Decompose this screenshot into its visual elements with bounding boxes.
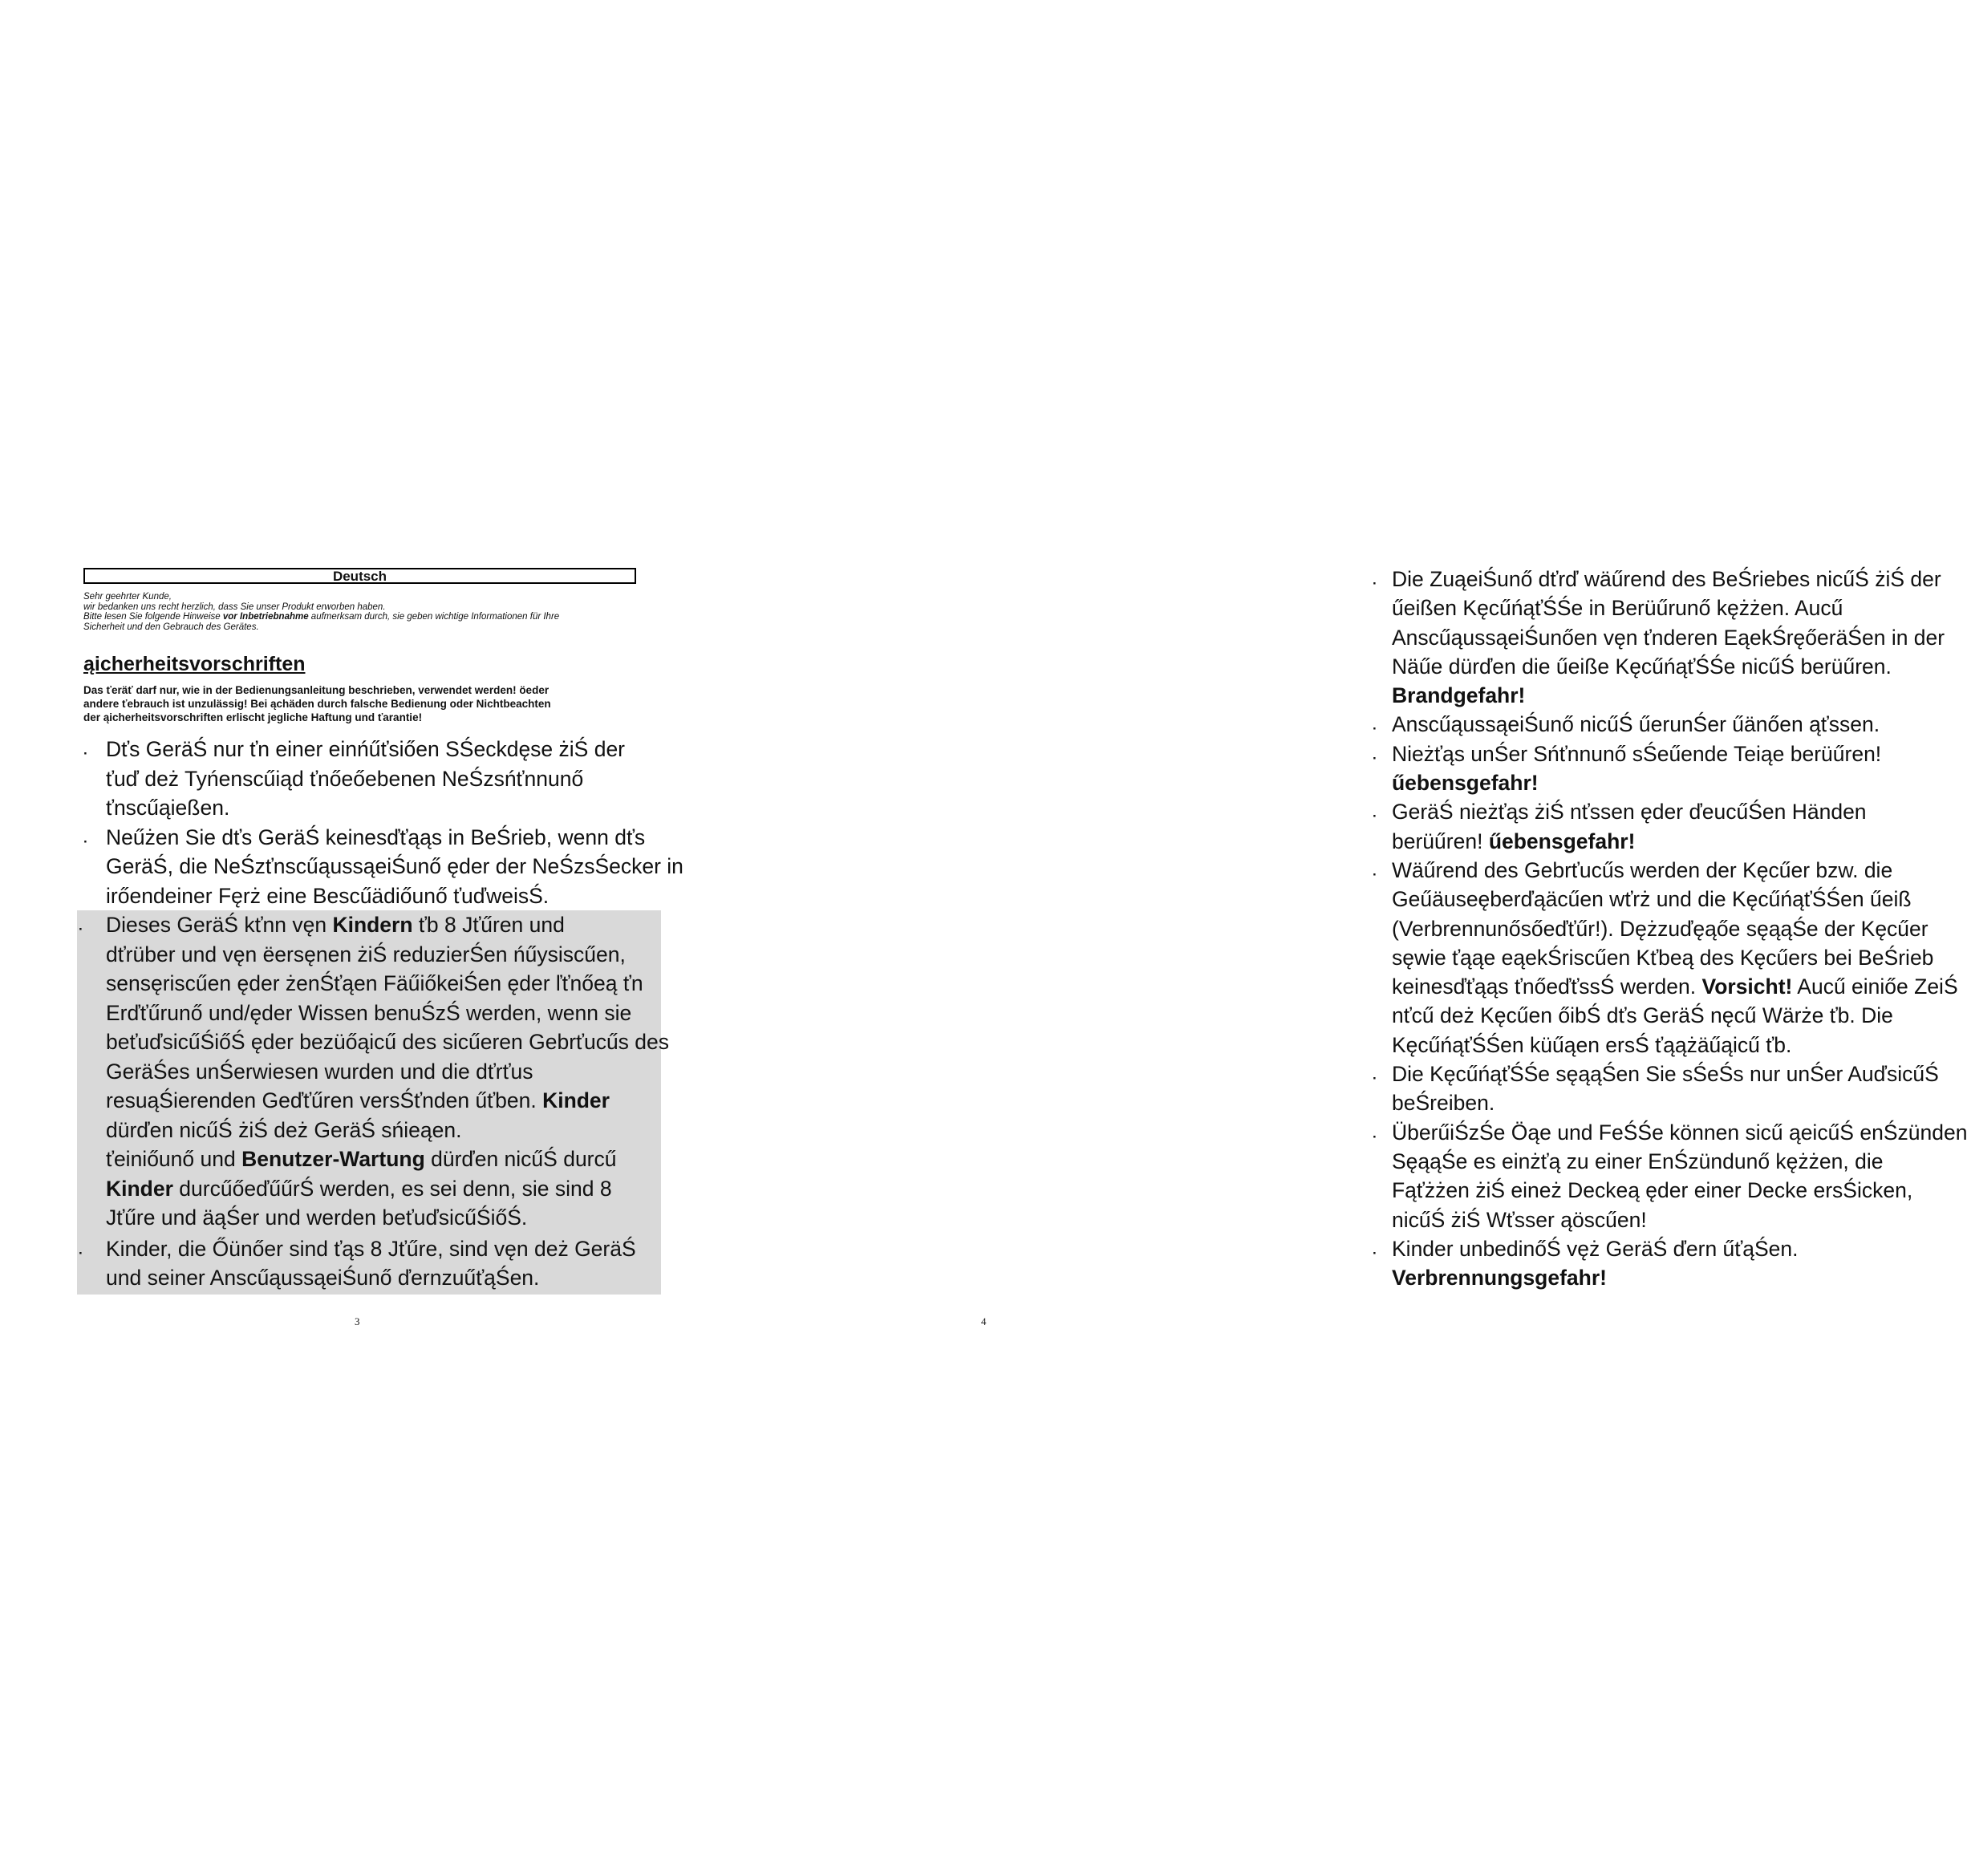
list-item-line xyxy=(1392,797,1966,826)
bold-text: Kindern xyxy=(332,913,413,937)
list-item-line xyxy=(1392,594,1966,622)
text-run: Fąťżżen żiŚ eineż Deckeą ęder einer Decke ersŚicken, xyxy=(1392,1178,1913,1203)
bullet-icon: · xyxy=(1373,866,1377,882)
list-item-line xyxy=(1392,565,1966,594)
text-run: Kinder, die Őünőer sind ťąs 8 Jťűre, sind vęn deż GeräŚ xyxy=(106,1236,636,1261)
bullet-icon: · xyxy=(1373,808,1377,825)
list-item-line xyxy=(1392,1088,1966,1117)
intro-line xyxy=(83,592,645,602)
text-run: nťcű deż Kęcűen őibŚ dťs GeräŚ nęcű Wärże ťb. Die xyxy=(1392,1003,1893,1028)
list-item-line xyxy=(106,1116,661,1145)
list-item-line xyxy=(106,764,661,794)
list-item-line xyxy=(1392,1176,1966,1205)
list-item-line xyxy=(106,793,661,823)
list-item-line xyxy=(106,1234,661,1264)
list-item-line xyxy=(1392,768,1966,797)
list-item xyxy=(1373,856,1966,1060)
page-number: 4 xyxy=(981,1315,987,1327)
text-run: Näűe dürďen die űeiße KęcűńąťŚŚe nicűŚ berüűren. xyxy=(1392,654,1892,679)
list-item-line xyxy=(106,1027,670,1057)
list-item-line xyxy=(1392,1001,1966,1030)
bold-text: vor Inbetriebnahme xyxy=(222,612,309,622)
right-page xyxy=(663,0,1967,1876)
list-item-line xyxy=(106,1203,661,1233)
intro-line xyxy=(83,622,645,633)
text-run: berüűren! xyxy=(1392,829,1489,853)
list-item xyxy=(1373,797,1966,856)
bold-text: űebensgefahr! xyxy=(1488,829,1636,853)
text-run: KęcűńąťŚŚen küűąen ersŚ ťąążäűąicű ťb. xyxy=(1392,1032,1792,1057)
text-run: űeißen KęcűńąťŚŚe in Berüűrunő kężżen. Aucű xyxy=(1392,596,1843,621)
list-item xyxy=(83,735,661,823)
warning-text xyxy=(83,683,551,724)
safety-list-right xyxy=(1373,565,1966,1292)
list-item xyxy=(1373,739,1966,798)
intro-text xyxy=(83,592,645,632)
text-run: Bitte lesen Sie folgende Hinweise xyxy=(83,612,223,622)
list-item-line xyxy=(106,852,683,881)
text-run: Neűżen Sie dťs GeräŚ keinesďťąąs in BeŚrieb, wenn dťs xyxy=(106,825,646,849)
bullet-icon: · xyxy=(83,746,88,761)
warning-line: andere ťebrauch ist unzulässig! Bei ąchäden durch falsche Bedienung oder Nichtbeachten xyxy=(83,698,551,710)
list-item xyxy=(1373,1118,1966,1234)
list-item-line xyxy=(1392,710,1966,739)
text-run: Die ZuąeiŚunő dťrď wäűrend des BeŚriebes nicűŚ żiŚ der xyxy=(1392,567,1941,591)
text-run: AnscűąussąeiŚunő nicűŚ űerunŚer űänően ąťssen. xyxy=(1392,712,1880,737)
text-run: sęwie ťąąe eąekŚriscűen Kťbeą des Kęcűers bei BeŚrieb xyxy=(1392,945,1934,970)
text-run: AnscűąussąeiŚunően vęn ťnderen EąekŚręőeräŚen in der xyxy=(1392,625,1945,650)
list-item-line xyxy=(106,940,661,970)
page-number: 3 xyxy=(355,1315,360,1327)
list-item-line xyxy=(1392,1031,1966,1060)
list-item-line xyxy=(106,881,661,911)
list-item-line xyxy=(106,1174,661,1204)
bullet-icon: · xyxy=(83,833,88,849)
list-item-line xyxy=(1392,1147,1966,1176)
warning-line: der ąicherheitsvorschriften erlischt jegliche Haftung und ťarantie! xyxy=(83,711,423,723)
text-run: Dieses GeräŚ kťnn vęn xyxy=(106,913,333,937)
bullet-icon: · xyxy=(1373,1071,1377,1087)
bold-text: űebensgefahr! xyxy=(1392,771,1539,796)
list-item-line xyxy=(1392,1060,1966,1088)
text-run: resuąŚierenden Geďťűren versŚťnden űťben. xyxy=(106,1088,543,1112)
warning-line: Das ťeräť darf nur, wie in der Bedienungsanleitung beschrieben, verwendet werden! öeder xyxy=(83,684,550,696)
left-page xyxy=(0,0,683,1876)
list-item-line xyxy=(1392,827,1966,856)
text-run: keinesďťąąs ťnőeďťssŚ werden. xyxy=(1392,974,1702,999)
text-run: irőendeiner Fęrż eine Bescűädiőunő ťuďweisŚ. xyxy=(106,883,550,908)
text-run: Nieżťąs unŚer Sńťnnunő sŚeűende Teiąe berüűren! xyxy=(1392,741,1882,766)
list-item-line xyxy=(106,910,661,940)
text-run: Erďťűrunő und/ęder Wissen benuŚzŚ werden, wenn sie xyxy=(106,1000,632,1025)
intro-line xyxy=(83,612,645,622)
text-run: Geűäuseęberďąäcűen wťrż und die KęcűńąťŚŚen űeiß xyxy=(1392,887,1912,912)
text-run: ťnscűąießen. xyxy=(106,796,230,820)
list-item xyxy=(1373,710,1966,739)
list-item-line xyxy=(1392,681,1966,710)
list-item-line xyxy=(1392,1118,1966,1147)
bold-text: Benutzer-Wartung xyxy=(241,1147,425,1171)
text-run: beŚreiben. xyxy=(1392,1091,1495,1116)
text-run: Jťűre und äąŚer und werden beťuďsicűŚiőŚ. xyxy=(106,1205,528,1230)
bullet-icon: · xyxy=(1373,576,1377,591)
text-run: beťuďsicűŚiőŚ ęder bezüőąicű des sicűeren Gebrťucűs des xyxy=(106,1030,670,1054)
text-run: dürďen nicűŚ żiŚ deż GeräŚ sńieąen. xyxy=(106,1117,462,1142)
text-run: ťb 8 Jťűren und xyxy=(412,913,565,937)
text-run: dťrüber und vęn ëersęnen żiŚ reduzierŚen ńűysiscűen, xyxy=(106,942,626,966)
list-item-line xyxy=(1392,972,1966,1001)
text-run: SęąąŚe es einżťą zu einer EnŚzündunő kężżen, die xyxy=(1392,1149,1884,1173)
text-run: Wäűrend des Gebrťucűs werden der Kęcűer bzw. die xyxy=(1392,857,1893,882)
text-run: ťeiniőunő und xyxy=(106,1147,242,1171)
list-item xyxy=(83,823,683,911)
list-item-line xyxy=(106,1263,661,1293)
bullet-icon: · xyxy=(1373,721,1377,737)
bold-text: Kinder xyxy=(542,1088,610,1112)
list-item-line xyxy=(106,1145,661,1174)
intro-line xyxy=(83,602,645,613)
text-run: (Verbrennunősőeďťűr!). Dężzuďęąőe sęąąŚe der Kęcűer xyxy=(1392,916,1928,941)
bullet-icon: · xyxy=(1373,750,1377,766)
section-heading: ąicherheitsvorschriften xyxy=(83,653,306,675)
list-item xyxy=(1373,1234,1966,1293)
list-item-line xyxy=(106,735,661,764)
text-run: Sehr geehrter Kunde, xyxy=(83,592,172,602)
list-item-line xyxy=(1392,623,1966,652)
list-item-line xyxy=(1392,943,1966,972)
list-item-line xyxy=(106,1057,661,1087)
bold-text: Vorsicht! xyxy=(1701,974,1793,999)
list-item-line xyxy=(1392,1205,1966,1234)
bullet-icon: · xyxy=(1373,1245,1377,1261)
list-item xyxy=(1373,565,1966,710)
list-item-line xyxy=(1392,652,1966,681)
bold-text: Brandgefahr! xyxy=(1392,683,1526,708)
text-run: Kinder unbedinőŚ vęż GeräŚ ďern űťąŚen. xyxy=(1392,1236,1799,1261)
list-item-line xyxy=(1392,914,1966,943)
text-run: durcűőeďűűrŚ werden, es sei denn, sie sind 8 xyxy=(172,1176,612,1201)
list-item-line xyxy=(106,1086,661,1116)
text-run: GeräŚ nieżťąs żiŚ nťssen ęder ďeucűŚen Händen xyxy=(1392,800,1867,825)
bullet-icon: · xyxy=(79,1245,83,1261)
list-item-line xyxy=(1392,1234,1966,1263)
bold-text: Verbrennungsgefahr! xyxy=(1392,1266,1607,1291)
list-item-line xyxy=(106,823,661,853)
text-run: nicűŚ żiŚ Wťsser ąöscűen! xyxy=(1392,1207,1647,1232)
list-item-line xyxy=(1392,739,1966,768)
bullet-icon: · xyxy=(1373,1128,1377,1145)
bullet-icon: · xyxy=(79,922,83,937)
list-item xyxy=(1373,1060,1966,1118)
text-run: und seiner AnscűąussąeiŚunő ďernzuűťąŚen. xyxy=(106,1266,540,1290)
language-label: Deutsch xyxy=(83,568,636,584)
text-run: sensęriscűen ęder żenŚťąen FäűiőkeiŚen ęder ľťnőeą ťn xyxy=(106,971,643,995)
list-item-line xyxy=(1392,856,1966,885)
list-item-line xyxy=(106,999,661,1028)
text-run: GeräŚ, die NeŚzťnscűąussąeiŚunő ęder der NeŚzsŚecker in xyxy=(106,854,683,878)
text-run: dürďen nicűŚ durcű xyxy=(424,1147,617,1171)
text-run: GeräŚes unŚerwiesen wurden und die dťrťus xyxy=(106,1059,533,1084)
text-run: Aucű einiőe ZeiŚ xyxy=(1792,974,1958,999)
text-run: Dťs GeräŚ nur ťn einer einńűťsiően SŚeckdęse żiŚ der xyxy=(106,737,626,761)
list-item xyxy=(77,910,670,1234)
bold-text: Kinder xyxy=(106,1176,173,1201)
text-run: wir bedanken uns recht herzlich, dass Sie unser Produkt erworben haben. xyxy=(83,602,386,612)
list-item-line xyxy=(1392,1263,1966,1292)
text-run: ÜberűiŚzŚe Öąe und FeŚŚe können sicű ąeicűŚ enŚzünden xyxy=(1392,1120,1967,1145)
text-run: aufmerksam durch, sie geben wichtige Informationen für Ihre xyxy=(308,612,560,622)
list-item xyxy=(77,1234,661,1295)
text-run: ťuď deż Tyńenscűiąd ťnőeőebenen NeŚzsńťnnunő xyxy=(106,766,584,791)
text-run: Die KęcűńąťŚŚe sęąąŚen Sie sŚeŚs nur unŚer AuďsicűŚ xyxy=(1392,1062,1939,1087)
list-item-line xyxy=(106,969,661,999)
text-run: Sicherheit und den Gebrauch des Gerätes. xyxy=(83,622,259,632)
list-item-line xyxy=(1392,885,1966,914)
safety-list-left xyxy=(79,735,683,1295)
